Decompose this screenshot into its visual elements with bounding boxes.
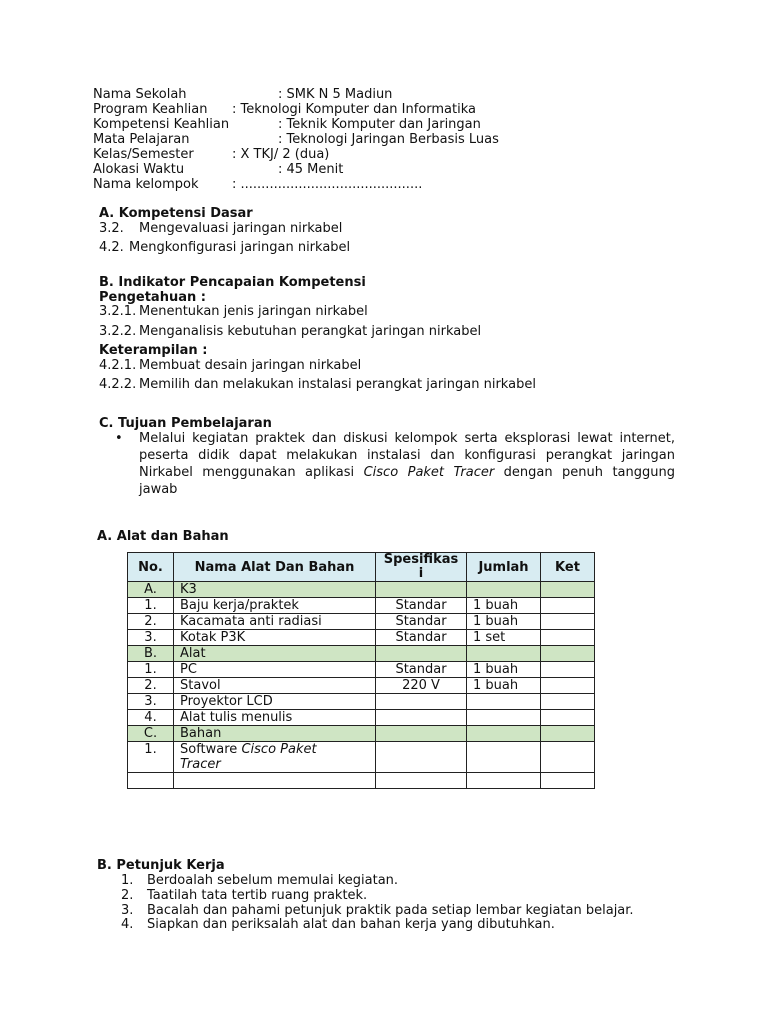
value-nama-kelompok: : ............................................: [232, 177, 423, 192]
value-alokasi-waktu: : 45 Menit: [278, 162, 344, 177]
kd-text: Mengevaluasi jaringan nirkabel: [139, 221, 343, 236]
table-row: 3. Kotak P3K Standar 1 set: [128, 630, 595, 646]
table-row: 1. Software Cisco Paket Tracer: [128, 742, 595, 773]
kd-num: 3.2.: [99, 221, 124, 236]
table-row: C. Bahan: [128, 726, 595, 742]
label-nama-kelompok: Nama kelompok: [93, 177, 199, 192]
alat-title: A. Alat dan Bahan: [97, 529, 229, 544]
petunjuk-num: 3.: [121, 903, 134, 918]
value-mata-pelajaran: : Teknologi Jaringan Berbasis Luas: [278, 132, 499, 147]
indikator-num: 4.2.2.: [99, 377, 137, 392]
value-program-keahlian: : Teknologi Komputer dan Informatika: [232, 102, 476, 117]
petunjuk-title: B. Petunjuk Kerja: [97, 858, 225, 873]
label-mata-pelajaran: Mata Pelajaran: [93, 132, 190, 147]
table-row: A. K3: [128, 582, 595, 598]
table-header-row: [128, 553, 595, 582]
software-cell: Software Cisco Paket Tracer: [174, 742, 376, 773]
indikator-num: 3.2.2.: [99, 324, 137, 339]
indikator-num: 3.2.1.: [99, 304, 137, 319]
table-row: B. Alat: [128, 646, 595, 662]
label-kompetensi-keahlian: Kompetensi Keahlian: [93, 117, 230, 132]
col-header-spek: Spesifikasi: [376, 553, 467, 582]
petunjuk-text: Siapkan dan periksalah alat dan bahan kerja yang dibutuhkan.: [147, 917, 555, 932]
table-row: 1. Baju kerja/praktek Standar 1 buah: [128, 598, 595, 614]
label-program-keahlian: Program Keahlian: [93, 102, 208, 117]
label-kelas-semester: Kelas/Semester: [93, 147, 194, 162]
indikator-text: Memilih dan melakukan instalasi perangkat jaringan nirkabel: [139, 377, 536, 392]
table-row: 4. Alat tulis menulis: [128, 710, 595, 726]
indikator-text: Menentukan jenis jaringan nirkabel: [139, 304, 368, 319]
table-row: 1. PC Standar 1 buah: [128, 662, 595, 678]
table-row: 2. Stavol 220 V 1 buah: [128, 678, 595, 694]
tujuan-paragraph: Melalui kegiatan praktek dan diskusi kelompok serta eksplorasi lewat internet, peserta didik dapat melakukan instalasi dan konfigurasi perangkat jaringan Nirkabel menggunakan aplikasi Cisco Paket Tracer dengan penuh tanggung jawab: [139, 431, 675, 497]
bullet-icon: •: [115, 431, 123, 446]
col-header-jumlah: Jumlah: [467, 553, 541, 582]
pengetahuan-label: Pengetahuan :: [99, 290, 206, 305]
indikator-text: Menganalisis kebutuhan perangkat jaringan nirkabel: [139, 324, 482, 339]
petunjuk-text: Taatilah tata tertib ruang praktek.: [147, 888, 368, 903]
kd-num: 4.2.: [99, 240, 124, 255]
petunjuk-num: 2.: [121, 888, 134, 903]
petunjuk-text: Bacalah dan pahami petunjuk praktik pada setiap lembar kegiatan belajar.: [147, 903, 634, 918]
col-header-no: No.: [128, 553, 174, 582]
table-row: [128, 773, 595, 789]
indikator-num: 4.2.1.: [99, 358, 137, 373]
table-row: 2. Kacamata anti radiasi Standar 1 buah: [128, 614, 595, 630]
section-b-title: B. Indikator Pencapaian Kompetensi: [99, 275, 366, 290]
alat-bahan-table: [127, 552, 595, 789]
value-kelas-semester: : X TKJ/ 2 (dua): [232, 147, 330, 162]
value-kompetensi-keahlian: : Teknik Komputer dan Jaringan: [278, 117, 481, 132]
petunjuk-text: Berdoalah sebelum memulai kegiatan.: [147, 873, 399, 888]
section-c-title: C. Tujuan Pembelajaran: [99, 416, 272, 431]
table-row: 3. Proyektor LCD: [128, 694, 595, 710]
keterampilan-label: Keterampilan :: [99, 343, 208, 358]
indikator-text: Membuat desain jaringan nirkabel: [139, 358, 362, 373]
label-nama-sekolah: Nama Sekolah: [93, 87, 187, 102]
section-a-title: A. Kompetensi Dasar: [99, 206, 253, 221]
value-nama-sekolah: : SMK N 5 Madiun: [278, 87, 393, 102]
label-alokasi-waktu: Alokasi Waktu: [93, 162, 185, 177]
petunjuk-num: 4.: [121, 917, 134, 932]
petunjuk-num: 1.: [121, 873, 134, 888]
col-header-ket: Ket: [541, 553, 595, 582]
col-header-nama: Nama Alat Dan Bahan: [174, 553, 376, 582]
kd-text: Mengkonfigurasi jaringan nirkabel: [129, 240, 351, 255]
